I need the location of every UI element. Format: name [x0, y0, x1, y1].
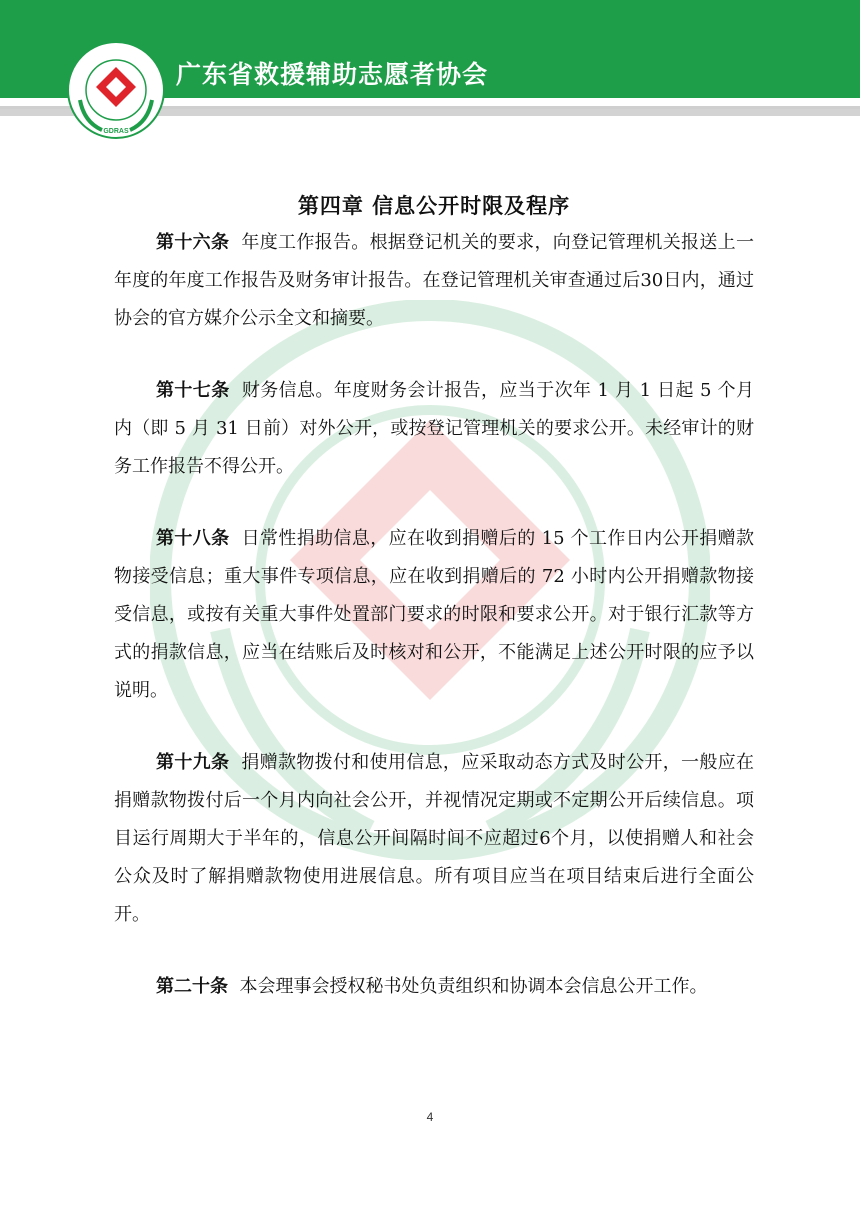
article-text: 财务信息。年度财务会计报告，应当于次年 1 月 1 日起 5 个月内（即 5 月 31 日前）对外公开，或按登记管理机关的要求公开。未经审计的财务工作报告不得公开。	[114, 380, 755, 477]
article-text: 年度工作报告。根据登记机关的要求，向登记管理机关报送上一年度的年度工作报告及财务审计报告。在登记管理机关审查通过后30日内，通过协会的官方媒介公示全文和摘要。	[114, 232, 755, 329]
article-number: 第二十条	[156, 976, 228, 997]
article-17	[114, 372, 754, 486]
article-text: 本会理事会授权秘书处负责组织和协调本会信息公开工作。	[239, 976, 708, 997]
article-19	[114, 744, 754, 934]
org-name: 广东省救援辅助志愿者协会	[176, 60, 489, 89]
article-18	[114, 520, 754, 710]
article-number: 第十七条	[156, 380, 230, 401]
article-number: 第十六条	[156, 232, 230, 253]
association-logo-icon	[66, 40, 166, 140]
article-number: 第十八条	[156, 528, 230, 549]
article-16	[114, 224, 754, 338]
article-text: 捐赠款物拨付和使用信息，应采取动态方式及时公开，一般应在捐赠款物拨付后一个月内向社会公开，并视情况定期或不定期公开后续信息。项目运行周期大于半年的，信息公开间隔时间不应超过6个月，以使捐赠人和社会公众及时了解捐赠款物使用进展信息。所有项目应当在项目结束后进行全面公开。	[114, 752, 755, 925]
article-20	[114, 968, 754, 1006]
page-number: 4	[426, 1110, 434, 1124]
logo-abbr: GDRAS	[103, 128, 129, 135]
article-number: 第十九条	[156, 752, 230, 773]
article-text: 日常性捐助信息，应在收到捐赠后的 15 个工作日内公开捐赠款物接受信息；重大事件专项信息，应在收到捐赠后的 72 小时内公开捐赠款物接受信息，或按有关重大事件处置部门要求的时限和要求公开。对于银行汇款等方式的捐款信息，应当在结账后及时核对和公开，不能满足上述公开时限的应予以说明。	[114, 528, 754, 701]
chapter-title: 第四章 信息公开时限及程序	[297, 194, 571, 218]
document-body	[114, 190, 754, 1006]
